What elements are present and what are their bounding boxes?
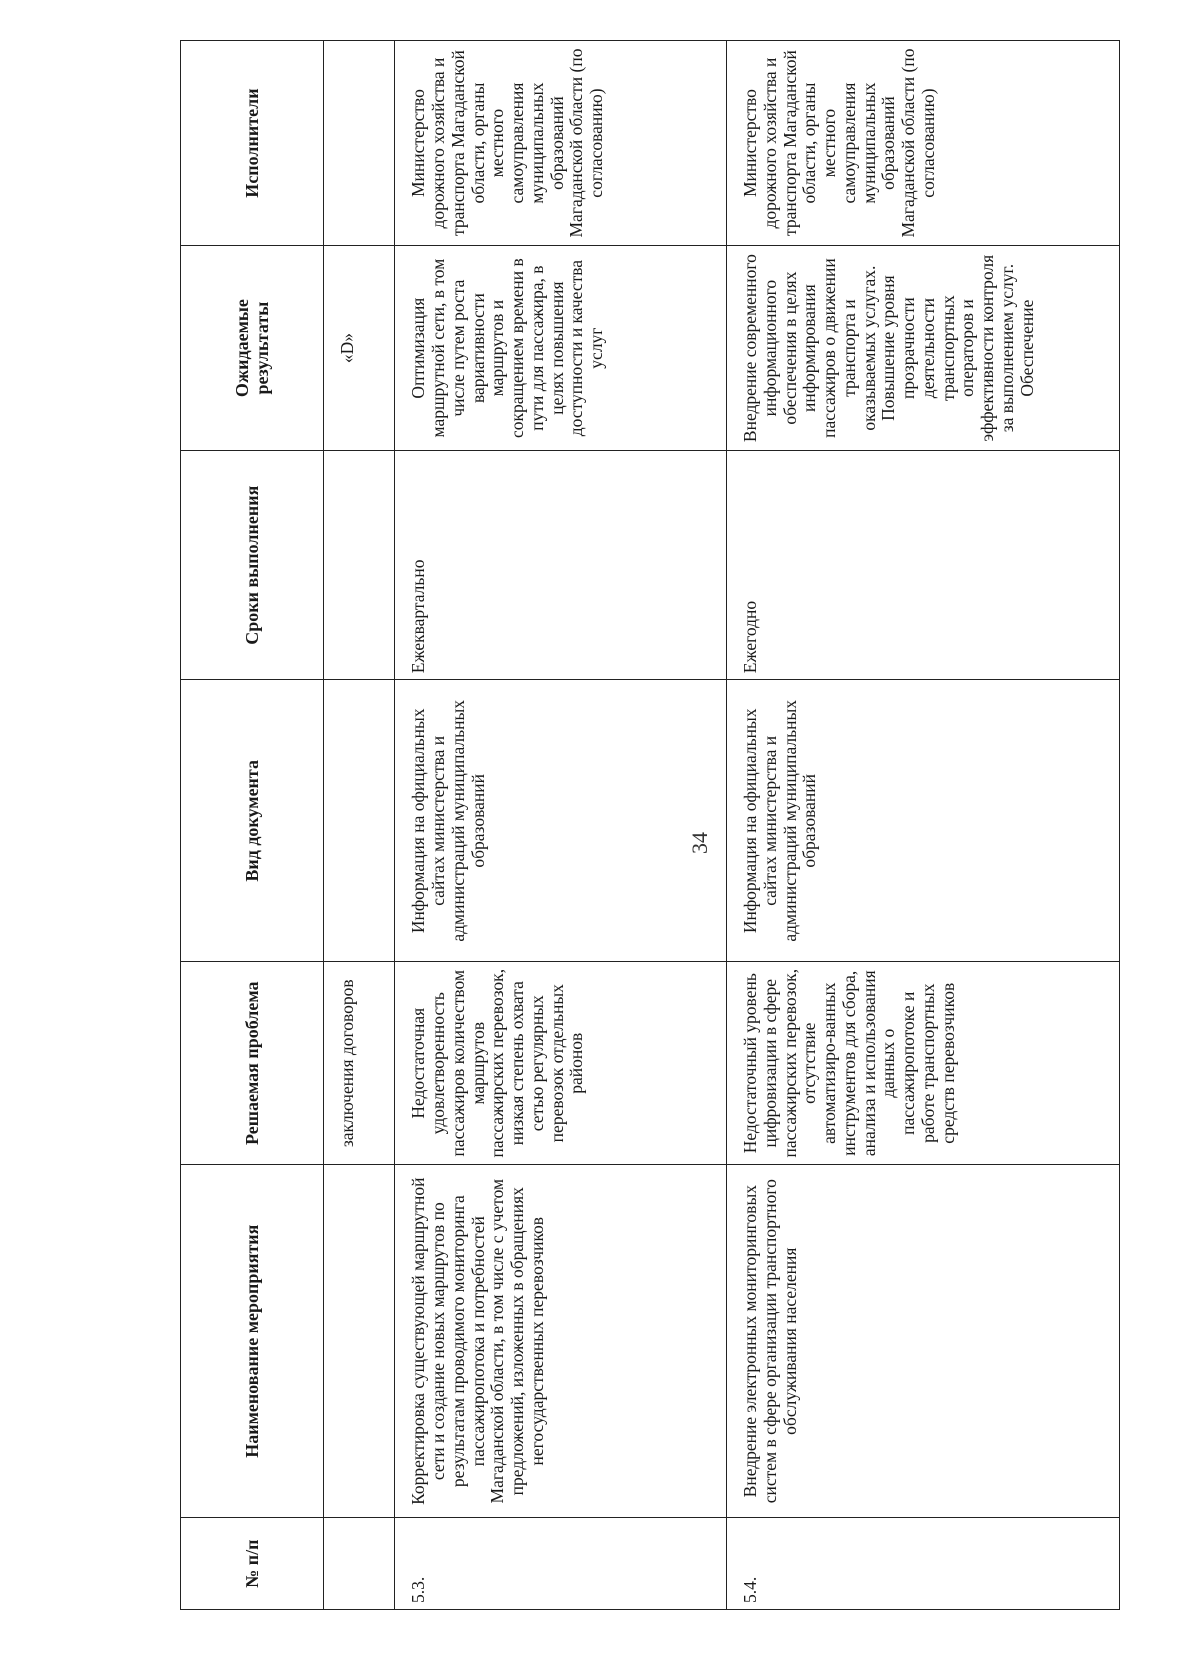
- header-problem: Решаемая проблема: [181, 962, 324, 1165]
- row-num: 5.4.: [727, 1518, 1120, 1610]
- continuation-row: [323, 41, 394, 1610]
- table-row-5-4: [727, 41, 1120, 1610]
- row-name: Корректировка существующей маршрутной сети и создание новых маршрутов по результатам проводимого мониторинга пассажиропотока и потребностей Магаданской области, в том числе с учетом предложений, изложенных в обращениях негосударственных перевозчиков: [395, 1165, 727, 1518]
- row-doc-type: Информация на официальных сайтах министерства и администраций муниципальных образований: [727, 680, 1120, 962]
- table-header-row: [181, 41, 324, 1610]
- row-term: Ежеквартально: [395, 451, 727, 680]
- row-doc-type: Информация на официальных сайтах министерства и администраций муниципальных образований: [395, 680, 727, 962]
- row-executors: Министерство дорожного хозяйства и транспорта Магаданской области, органы местного самоуправления муниципальных образований Магаданской области (по согласованию): [727, 41, 1120, 246]
- row-results: Оптимизация маршрутной сети, в том числе путем роста вариативности маршрутов и сокращением времени в пути для пассажира, в целях повышения доступности и качества услуг: [395, 246, 727, 451]
- cont-problem: заключения договоров: [323, 962, 394, 1165]
- row-results: Внедрение современного информационного обеспечения в целях информирования пассажиров о движении транспорта и оказываемых услугах. Повышение уровня прозрачности деятельности транспортных операторов и эффективности контроля за выполнением услуг. Обеспечение: [727, 246, 1120, 451]
- header-term: Сроки выполнения: [181, 451, 324, 680]
- header-doc-type: Вид документа: [181, 680, 324, 962]
- row-name: Внедрение электронных мониторинговых систем в сфере организации транспортного обслуживания населения: [727, 1165, 1120, 1518]
- cont-num: [323, 1518, 394, 1610]
- row-problem: Недостаточная удовлетворенность пассажиров количеством маршрутов пассажирских перевозок, низкая степень охвата сетью регулярных перевозок отдельных районов: [395, 962, 727, 1165]
- rotated-table-frame: [180, 40, 1120, 1610]
- header-num: № п/п: [181, 1518, 324, 1610]
- header-name: Наименование мероприятия: [181, 1165, 324, 1518]
- cont-name: [323, 1165, 394, 1518]
- row-term: Ежегодно: [727, 451, 1120, 680]
- cont-term: [323, 451, 394, 680]
- table-container: [180, 40, 1120, 1610]
- cont-doc-type: [323, 680, 394, 962]
- row-executors: Министерство дорожного хозяйства и транспорта Магаданской области, органы местного самоуправления муниципальных образований Магаданской области (по согласованию): [395, 41, 727, 246]
- cont-results: «D»: [323, 246, 394, 451]
- header-executors: Исполнители: [181, 41, 324, 246]
- cont-executors: [323, 41, 394, 246]
- row-problem: Недостаточный уровень цифровизации в сфере пассажирских перевозок, отсутствие автоматизиро-ванных инструментов для сбора, анализа и использования данных о пассажиропотоке и работе транспортных средств перевозчиков: [727, 962, 1120, 1165]
- row-num: 5.3.: [395, 1518, 727, 1610]
- events-table: [180, 40, 1120, 1610]
- table-row-5-3: [395, 41, 727, 1610]
- page-number: 34: [687, 832, 712, 854]
- header-results: Ожидаемые результаты: [181, 246, 324, 451]
